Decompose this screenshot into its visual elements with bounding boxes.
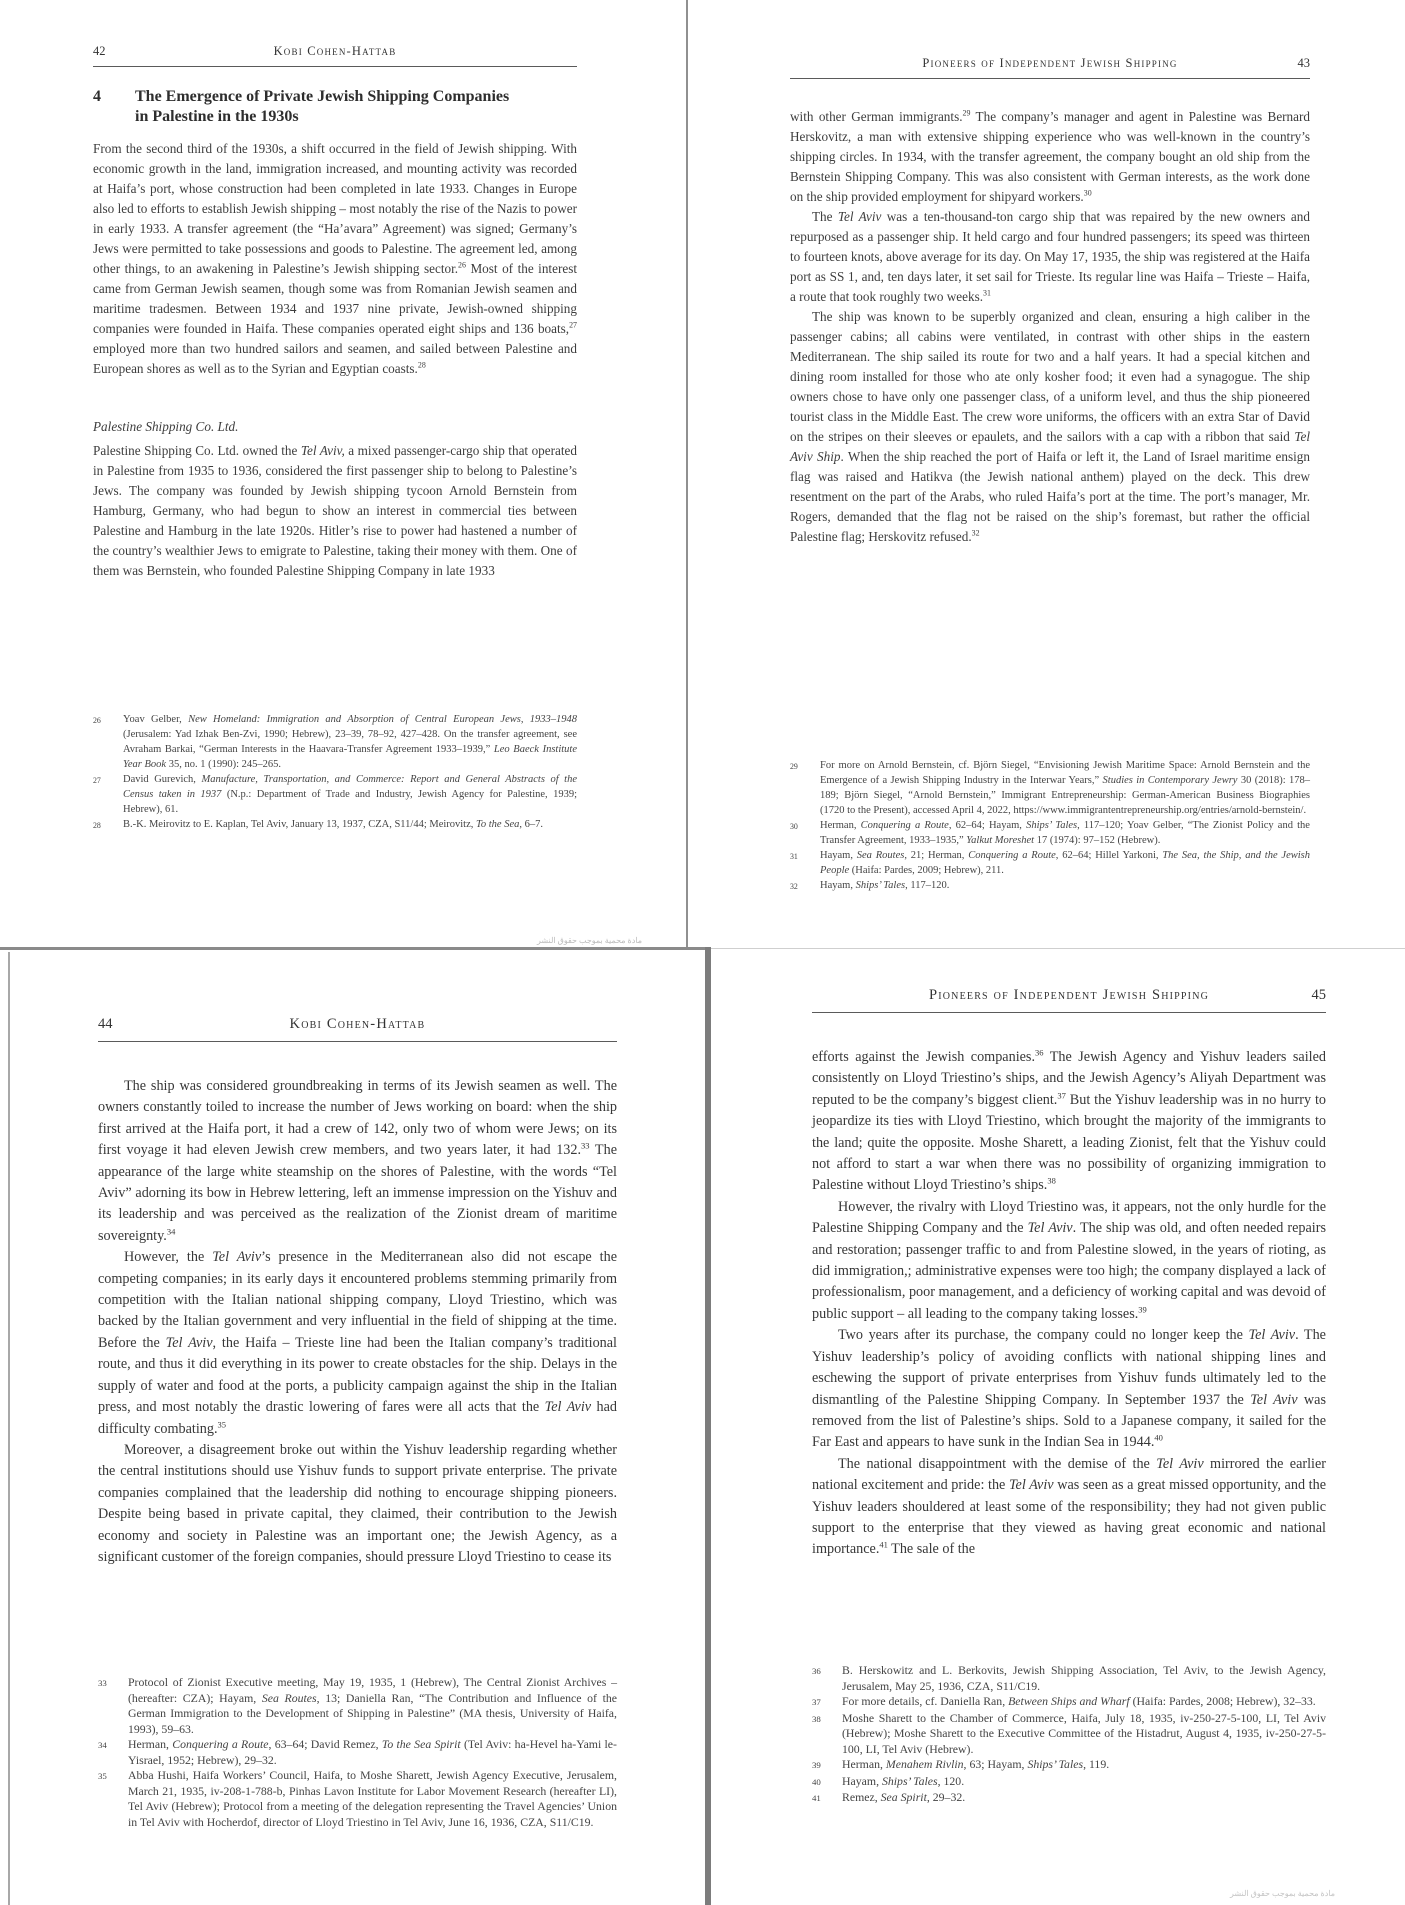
- footnote-text: For more details, cf. Daniella Ran, Between Ships and Wharf (Haifa: Pardes, 2008; Hebrew), 32–33.: [842, 1694, 1316, 1708]
- running-head-title: Kobi Cohen-Hattab: [289, 1016, 426, 1032]
- page-divider-horizontal: [0, 947, 705, 950]
- copyright-watermark: مادة محمية بموجب حقوق النشر: [1230, 1889, 1335, 1898]
- footnote: [812, 1790, 1326, 1807]
- body-text: [812, 1047, 1326, 1561]
- paragraph: efforts against the Jewish companies.$^{36}$ The Jewish Agency and Yishuv leaders sailed consistently on Lloyd Triestino’s ships, and the Jewish Agency’s Aliyah Department was reputed to be the company’s biggest client.$^{37}$ But the Yishuv leadership was in no hurry to jeopardize its ties with Lloyd Triestino, which brought the majority of the immigrants to the land; quite the opposite. Moshe Sharett, a leading Zionist, felt that the Yishuv could not afford to start a war when there was no possibility of organizing immigration to Palestine without Lloyd Triestino’s ships.$^{38}$: [812, 1047, 1326, 1194]
- footnote-number: 28: [93, 821, 101, 830]
- footnote-number: 35: [98, 1771, 107, 1781]
- footnote-number: 36: [812, 1666, 821, 1676]
- footnotes: [812, 1663, 1326, 1807]
- footnotes: [98, 1675, 617, 1830]
- paragraph: with other German immigrants.$^{29}$ The company’s manager and agent in Palestine was Bernard Herskovitz, a man with extensive shipping experience who was well-known in the country’s shipping circles. In 1934, with the transfer agreement, the company bought an old ship from the Bernstein Shipping Company. This was also consistent with German interests, as the work done on the ship provided employment for shipyard workers.$^{30}$: [790, 108, 1310, 204]
- footnote: [812, 1711, 1326, 1758]
- footnote: [98, 1737, 617, 1768]
- running-head: [98, 1016, 617, 1042]
- footnote: [93, 817, 577, 833]
- footnote-text: Herman, Menahem Rivlin, 63; Hayam, Ships’ Tales, 119.: [842, 1757, 1110, 1771]
- body-text: [98, 1076, 617, 1568]
- section-title-text: The Emergence of Private Jewish Shipping Companies in Palestine in the 1930s: [135, 88, 510, 125]
- copyright-watermark: مادة محمية بموجب حقوق النشر: [537, 936, 642, 945]
- running-head-title: Pioneers of Independent Jewish Shipping: [922, 56, 1178, 70]
- footnote-text: For more on Arnold Bernstein, cf. Björn Siegel, “Envisioning Jewish Maritime Space: Arnold Bernstein and the Emergence of a Jewish Shipping Industry in the Interwar Years,” Studies in Contemporary Jewry 30 (2018): 178–189; Björn Siegel, “Arnold Bernstein,” Immigrant Entrepreneurship: German-American Business Biographies (1720 to the Present), accessed April 4, 2022, https://www.immigrantentrepreneurship.org/entries/arnold-bernstein/.: [820, 760, 1310, 816]
- footnote-text: Protocol of Zionist Executive meeting, May 19, 1935, 1 (Hebrew), The Central Zionist Archives – (hereafter: CZA); Hayam, Sea Routes, 13; Daniella Ran, “The Contribution and Influence of the German Immigration to the Development of Shipping in Palestine” (MA thesis, University of Haifa, 1993), 59–63.: [128, 1675, 617, 1736]
- body-text: [93, 441, 577, 581]
- paragraph: However, the rivalry with Lloyd Triestino was, it appears, not the only hurdle for the Palestine Shipping Company and the Tel Aviv. The ship was old, and often needed repairs and restoration; passenger traffic to and from Palestine slowed, in the years of rioting, as did immigration,; administrative expenses were too high; the company displayed a lack of professionalism, poor management, and a deficiency of working capital and was devoid of public support – all leading to the company taking losses.$^{39}$: [812, 1198, 1326, 1322]
- footnote-text: B.-K. Meirovitz to E. Kaplan, Tel Aviv, January 13, 1937, CZA, S11/44; Meirovitz, To the Sea, 6–7.: [123, 819, 544, 830]
- footnote: [93, 772, 577, 817]
- paragraph: The Tel Aviv was a ten-thousand-ton cargo ship that was repaired by the new owners and repurposed as a passenger ship. It held cargo and four hundred passengers; its speed was thirteen to fourteen knots, above average for its day. On May 17, 1935, the ship was registered at the Haifa port as SS 1, and, ten days later, it set sail for Trieste. Its regular line was Haifa – Trieste – Haifa, a route that took roughly two weeks.$^{31}$: [790, 209, 1310, 304]
- footnote: [790, 818, 1310, 848]
- footnote-number: 38: [812, 1713, 821, 1724]
- paragraph: Two years after its purchase, the company could no longer keep the Tel Aviv. The Yishuv leadership’s policy of avoiding conflicts with national shipping lines and eschewing the support of private enterprises from Yishuv funds ultimately led to the dismantling of the Palestine Shipping Company. In September 1937 the Tel Aviv was removed from the list of Palestine’s ships. Sold to a Japanese company, it sailed for the Far East and appears to have sunk in the Indian Sea in 1944.40: [812, 1327, 1326, 1451]
- page-43: [688, 0, 1405, 948]
- footnote-text: Herman, Conquering a Route, 63–64; David Remez, To the Sea Spirit (Tel Aviv: ha-Hevel ha-Yami le-Yisrael, 1952; Hebrew), 29–32.: [128, 1737, 617, 1767]
- page-45: [711, 948, 1405, 1905]
- footnote-number: 41: [812, 1793, 821, 1803]
- footnote: [812, 1694, 1326, 1711]
- running-head: [812, 987, 1326, 1013]
- paragraph: Palestine Shipping Co. Ltd. owned the Tel Aviv, a mixed passenger-cargo ship that operated in Palestine from 1935 to 1936, considered the first passenger ship to belong to Palestine’s Jews. The company was founded by Jewish shipping tycoon Arnold Bernstein from Hamburg, Germany, who had begun to show an interest in commercial ties between Palestine and Hamburg in the late 1920s. Hitler’s rise to power had hastened a number of the country’s wealthier Jews to emigrate to Palestine, taking their money with them. One of them was Bernstein, who founded Palestine Shipping Company in late 1933: [93, 443, 577, 578]
- page-42: [0, 0, 686, 948]
- paragraph: From the second third of the 1930s, a shift occurred in the field of Jewish shipping. With economic growth in the land, immigration increased, and mounting activity was recorded at Haifa’s port, whose construction had been completed in late 1933. Changes in Europe also led to efforts to establish Jewish shipping – most notably the rise of the Nazis to power in early 1933. A transfer agreement (the “Ha’avara” Agreement) was signed; Germany’s Jews were permitted to take possessions and goods to Palestine. The agreement led, among other things, to an awakening in Palestine’s Jewish shipping sector.$^{26}$ Most of the interest came from German Jewish seamen, though some was from Romanian Jewish seamen and maritime tradesmen. Between 1934 and 1937 nine private, Jewish-owned shipping companies were founded in Haifa. These companies operated eight ships and 136 boats,$^{27}$ employed more than two hundred sailors and seamen, and sailed between Palestine and European shores as well as to the Syrian and Egyptian coasts.$^{28}$: [93, 141, 577, 376]
- footnote-number: 34: [98, 1740, 107, 1750]
- footnote: [98, 1768, 617, 1830]
- footnote-number: 37: [812, 1697, 821, 1707]
- scan-edge-left: [8, 952, 10, 1905]
- footnote: [812, 1757, 1326, 1774]
- paragraph: Moreover, a disagreement broke out within the Yishuv leadership regarding whether the central institutions should use Yishuv funds to support private enterprise. The private companies complained that the leadership did nothing to encourage shipping pioneers. Despite being based in private capital, they claimed, their contribution to the Jewish economy and society in Palestine was an important one; the Jewish Agency, as a significant customer of the foreign companies, should pressure Lloyd Triestino to cease its: [98, 1441, 617, 1565]
- footnote-number: 30: [790, 822, 798, 831]
- footnote-number: 33: [98, 1678, 107, 1688]
- footnote-text: Hayam, Ships’ Tales, 117–120.: [820, 880, 950, 891]
- footnote: [790, 878, 1310, 894]
- footnote-number: 32: [790, 882, 798, 891]
- footnote: [790, 848, 1310, 878]
- footnote-number: 29: [790, 762, 798, 771]
- body-text: [790, 107, 1310, 547]
- page-divider-vertical-bottom: [705, 947, 711, 1905]
- page-divider-vertical-top: [686, 0, 688, 948]
- footnote: [790, 758, 1310, 818]
- page-44: [0, 950, 705, 1905]
- footnote-text: Moshe Sharett to the Chamber of Commerce, Haifa, July 18, 1935, iv-250-27-5-100, LI, Tel Aviv (Hebrew); Moshe Sharett to the Executive Committee of the Histadrut, August 4, 1935, iv-250-27-5-100, LI, Tel Aviv (Hebrew).: [842, 1710, 1326, 1756]
- footnote: [93, 712, 577, 772]
- footnote: [812, 1663, 1326, 1694]
- footnote-number: 27: [93, 776, 101, 785]
- paragraph: However, the Tel Aviv’s presence in the Mediterranean also did not escape the competing companies; in its early days it encountered problems stemming primarily from competition with the Italian national shipping company, Lloyd Triestino, which was backed by the Italian government and very influential in the field of shipping at the time. Before the Tel Aviv, the Haifa – Trieste line had been the Italian company’s traditional route, and thus it did everything in its power to create obstacles for the ship. Delays in the supply of water and food at the ports, a publicity campaign against the ship in the Italian press, and most notably the drastic lowering of fares were all acts that the Tel Aviv had difficulty combating.$^{35}$: [98, 1249, 617, 1437]
- body-text: [93, 139, 577, 379]
- subheading-text: Palestine Shipping Co. Ltd.: [93, 419, 239, 434]
- footnote-number: 26: [93, 716, 101, 725]
- paragraph: The national disappointment with the demise of the Tel Aviv mirrored the earlier national excitement and pride: the Tel Aviv was seen as a great missed opportunity, and the Yishuv leaders shouldered at least some of the responsibility; they had not given public support to the enterprise that they viewed as having great economic and national importance.$^{41}$ The sale of the: [812, 1455, 1326, 1558]
- footnotes: [790, 758, 1310, 894]
- section-number: 4: [93, 88, 101, 105]
- running-head-title: Kobi Cohen-Hattab: [273, 44, 397, 58]
- footnote-number: 40: [812, 1776, 821, 1787]
- page-number: 44: [98, 1016, 113, 1032]
- running-head: [93, 44, 577, 67]
- footnote: [812, 1774, 1326, 1791]
- footnote-text: Hayam, Ships’ Tales, 120.: [842, 1773, 965, 1788]
- footnote-text: Abba Hushi, Haifa Workers’ Council, Haifa, to Moshe Sharett, Jewish Agency Executive, Jerusalem, March 21, 1935, iv-208-1-788-b, Pinhas Lavon Institute for Labor Movement Research (hereafter LI), Tel Aviv (Hebrew); Protocol from a meeting of the delegation representing the Travel Agencies’ Union in Tel Aviv with Hocherdof, director of Lloyd Triestino in Tel Aviv, June 16, 1936, CZA, S11/C19.: [128, 1768, 617, 1829]
- footnote-text: B. Herskowitz and L. Berkovits, Jewish Shipping Association, Tel Aviv, to the Jewish Agency, Jerusalem, May 25, 1936, CZA, S11/C19.: [842, 1663, 1326, 1693]
- footnote-number: 39: [812, 1760, 821, 1770]
- running-head-title: Pioneers of Independent Jewish Shipping: [928, 987, 1210, 1003]
- footnote-text: Herman, Conquering a Route, 62–64; Hayam, Ships’ Tales, 117–120; Yoav Gelber, “The Zionist Policy and the Transfer Agreement, 1933–1935,” Yalkut Moreshet 17 (1974): 97–152 (Hebrew).: [820, 820, 1310, 846]
- section-title: [93, 87, 577, 127]
- subheading: [93, 417, 577, 437]
- footnote-text: Remez, Sea Spirit, 29–32.: [842, 1790, 966, 1804]
- page-number: 43: [1297, 56, 1310, 70]
- running-head: [790, 56, 1310, 79]
- footnote-text: David Gurevich, Manufacture, Transportation, and Commerce: Report and General Abstracts of the Census taken in 1937 (N.p.: Department of Trade and Industry, Jewish Agency for Palestine, 1939; Hebrew), 61.: [123, 774, 578, 815]
- footnotes: [93, 712, 577, 833]
- paragraph: The ship was considered groundbreaking in terms of its Jewish seamen as well. The owners constantly toiled to increase the number of Jews working on board: when the ship first arrived at the Haifa port, it had a crew of 142, only two of whom were Jews; on its first voyage it had eleven Jewish crew members, and two years later, it had 132.33 The appearance of the large white steamship on the shores of Palestine, with the words “Tel Aviv” adorning its bow in Hebrew lettering, left an immense impression on the Yishuv and its leadership and was perceived as the realization of the Zionist dream of maritime sovereignty.$^{34}$: [98, 1078, 617, 1244]
- page-number: 45: [1311, 987, 1326, 1003]
- footnote: [98, 1675, 617, 1737]
- footnote-text: Yoav Gelber, New Homeland: Immigration and Absorption of Central European Jews, 1933–1948 (Jerusalem: Yad Izhak Ben-Zvi, 1990; Hebrew), 23–39, 78–92, 427–428. On the transfer agreement, see Avraham Barkai, “German Interests in the Haavara-Transfer Agreement 1933–1939,” Leo Baeck Institute Year Book 35, no. 1 (1990): 245–265.: [123, 714, 577, 770]
- footnote-number: 31: [790, 852, 798, 861]
- page-number: 42: [93, 44, 106, 58]
- paragraph: The ship was known to be superbly organized and clean, ensuring a high caliber in the passenger cabins; all cabins were ventilated, in contrast with other ships in the eastern Mediterranean. The ship sailed its route for two and a half years. It had a special kitchen and dining room installed for those who ate only kosher food; it even had a synagogue. The ship owners chose to have only one passenger class, of a uniform level, and thus the ship pioneered tourist class in the Middle East. The crew wore uniforms, the officers with an extra Star of David on the stripes on their sleeves or epaulets, and the sailors with a cap with a ribbon that said Tel Aviv Ship. When the ship reached the port of Haifa or left it, the Land of Israel maritime ensign flag was raised and Hatikva (the Jewish national anthem) played on the deck. This drew resentment on the part of the Arabs, who ruled Haifa’s port at the time. The port’s manager, Mr. Rogers, demanded that the flag not be raised on the ship’s foremast, but rather the official Palestine flag; Herskovitz refused.$^{32}$: [790, 309, 1310, 544]
- footnote-text: Hayam, Sea Routes, 21; Herman, Conquering a Route, 62–64; Hillel Yarkoni, The Sea, the Ship, and the Jewish People (Haifa: Pardes, 2009; Hebrew), 211.: [820, 850, 1310, 876]
